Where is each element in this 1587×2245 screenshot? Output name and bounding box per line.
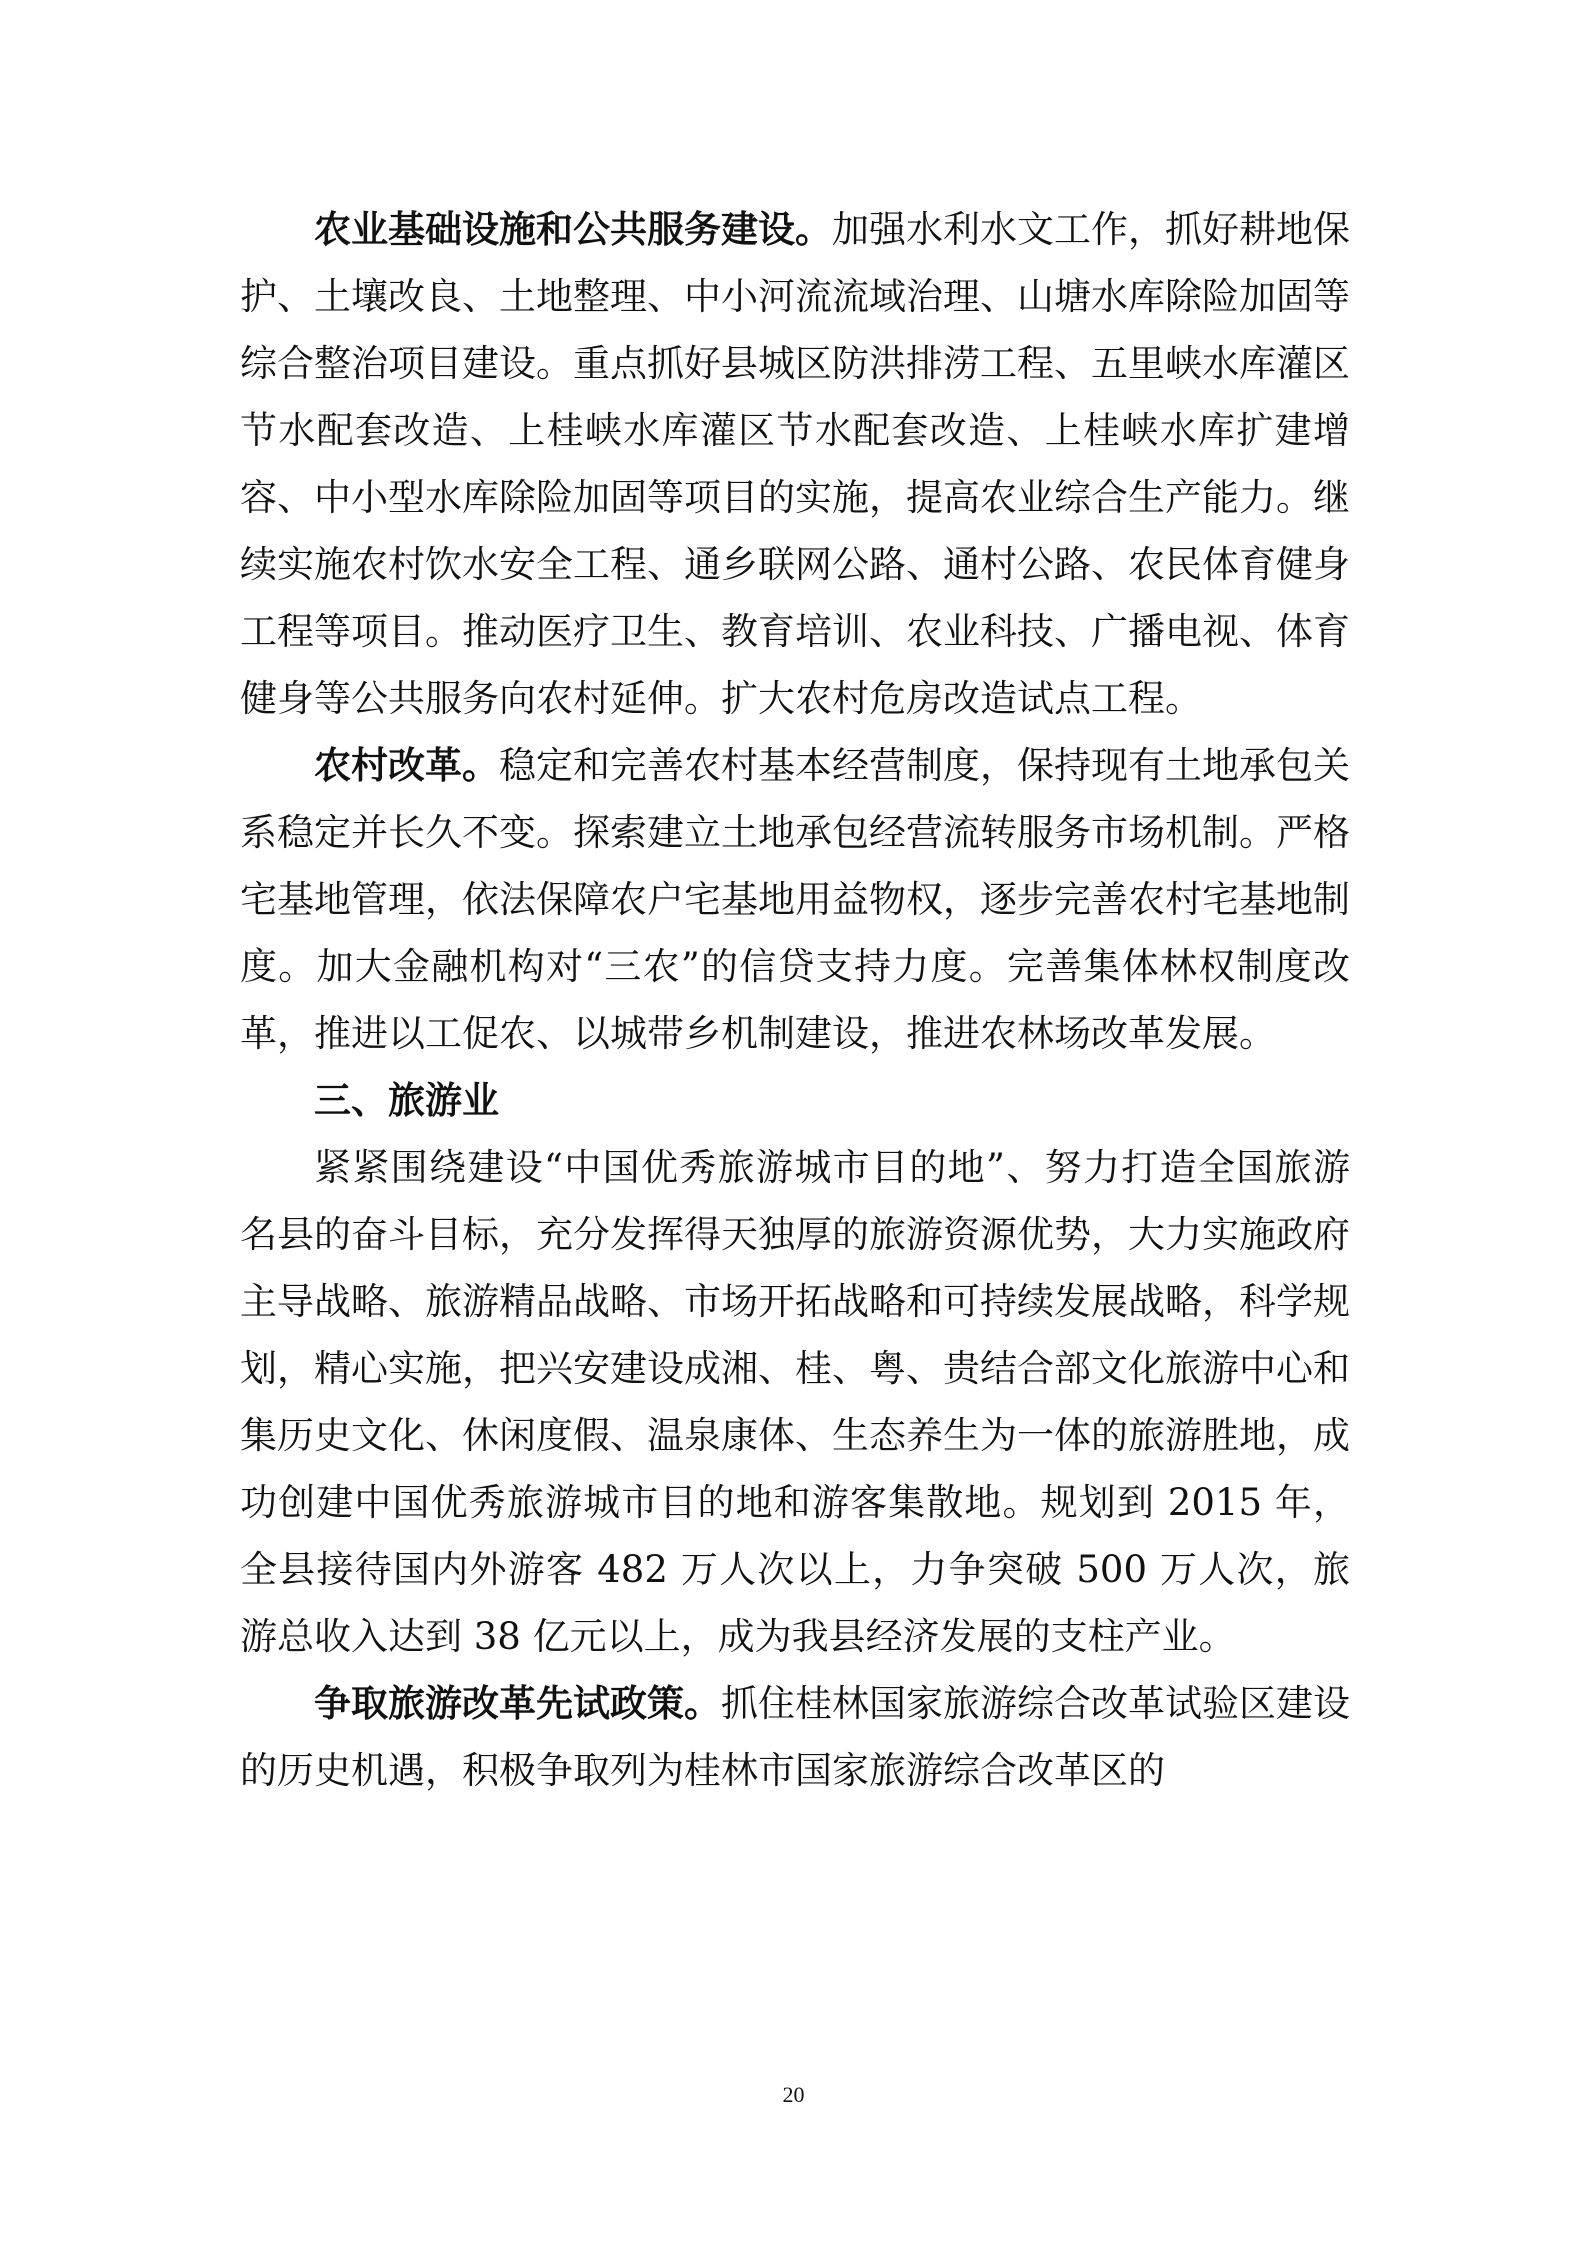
document-body: [240, 196, 1350, 1804]
paragraph-text: 紧紧围绕建设“中国优秀旅游城市目的地”、努力打造全国旅游名县的奋斗目标，充分发挥得天独厚的旅游资源优势，大力实施政府主导战略、旅游精品战略、市场开拓战略和可持续发展战略，科学规划，精心实施，把兴安建设成湘、桂、粤、贵结合部文化旅游中心和集历史文化、休闲度假、温泉康体、生态养生为一体的旅游胜地，成功创建中国优秀旅游城市目的地和游客集散地。规划到 2015 年，全县接待国内外游客 482 万人次以上，力争突破 500 万人次，旅游总收入达到 38 亿元以上，成为我县经济发展的支柱产业。: [240, 1146, 1350, 1658]
paragraph-text: 抓住桂林国家旅游综合改革试验区建设的历史机遇，积极争取列为桂林市国家旅游综合改革区的: [240, 1682, 1350, 1792]
paragraph-lead: 农村改革。: [314, 743, 499, 787]
page-number: 20: [782, 2082, 805, 2107]
section-heading-tourism: 三、旅游业: [314, 1078, 499, 1122]
paragraph-text: 稳定和完善农村基本经营制度，保持现有土地承包关系稳定并长久不变。探索建立土地承包经营流转服务市场机制。严格宅基地管理，依法保障农户宅基地用益物权，逐步完善农村宅基地制度。加大金融机构对“三农”的信贷支持力度。完善集体林权制度改革，推进以工促农、以城带乡机制建设，推进农林场改革发展。: [240, 744, 1350, 1055]
paragraph-lead: 农业基础设施和公共服务建设。: [314, 207, 832, 251]
paragraph-text: 加强水利水文工作，抓好耕地保护、土壤改良、土地整理、中小河流流域治理、山塘水库除险加固等综合整治项目建设。重点抓好县城区防洪排涝工程、五里峡水库灌区节水配套改造、上桂峡水库灌区节水配套改造、上桂峡水库扩建增容、中小型水库除险加固等项目的实施，提高农业综合生产能力。继续实施农村饮水安全工程、通乡联网公路、通村公路、农民体育健身工程等项目。推动医疗卫生、教育培训、农业科技、广播电视、体育健身等公共服务向农村延伸。扩大农村危房改造试点工程。: [240, 208, 1350, 720]
paragraph-lead: 争取旅游改革先试政策。: [314, 1681, 721, 1725]
paragraph-agri-infrastructure: [240, 196, 1350, 732]
paragraph-tourism-reform-policy: [240, 1670, 1350, 1804]
paragraph-tourism-goals: [240, 1134, 1350, 1670]
paragraph-rural-reform: [240, 732, 1350, 1067]
